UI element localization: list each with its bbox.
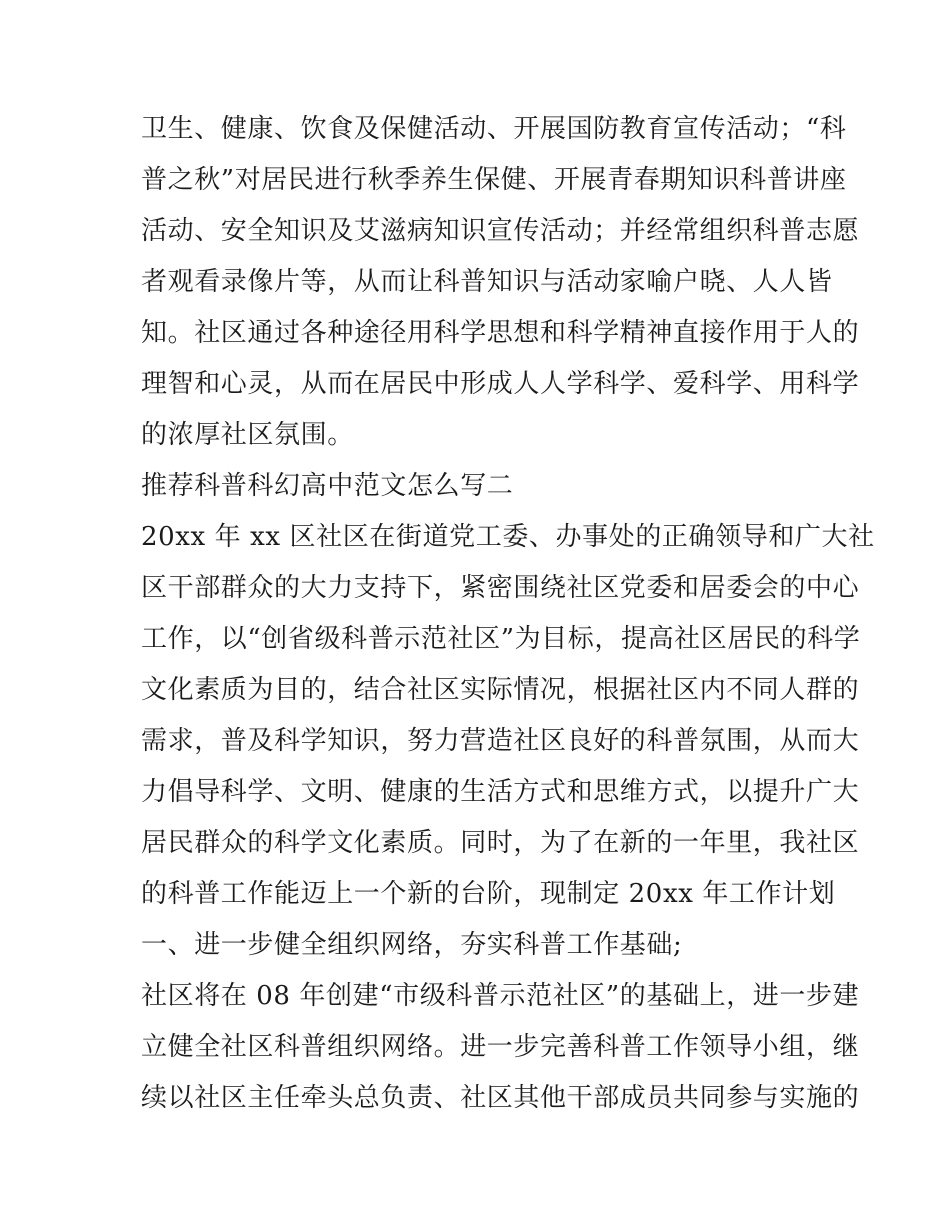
text-line: 力倡导科学、文明、健康的生活方式和思维方式，以提升广大 xyxy=(141,777,860,807)
text-line: 文化素质为目的，结合社区实际情况，根据社区内不同人群的 xyxy=(141,675,860,705)
subheading-line: 一、进一步健全组织网络，夯实科普工作基础; xyxy=(141,930,683,960)
text-line: 区干部群众的大力支持下，紧密围绕社区党委和居委会的中心 xyxy=(141,573,860,603)
text-line: 活动、安全知识及艾滋病知识宣传活动；并经常组织科普志愿 xyxy=(141,216,860,246)
text-line: 续以社区主任牵头总负责、社区其他干部成员共同参与实施的 xyxy=(141,1083,860,1113)
text-line: 者观看录像片等，从而让科普知识与活动家喻户晓、人人皆 xyxy=(141,267,833,297)
text-line: 居民群众的科学文化素质。同时，为了在新的一年里，我社区 xyxy=(141,828,860,858)
text-line: 社区将在 08 年创建“市级科普示范社区”的基础上，进一步建 xyxy=(141,981,860,1011)
text-line: 20xx 年 xx 区社区在街道党工委、办事处的正确领导和广大社 xyxy=(141,522,875,552)
text-line: 的科普工作能迈上一个新的台阶，现制定 20xx 年工作计划 xyxy=(141,879,836,909)
text-line: 需求，普及科学知识，努力营造社区良好的科普氛围，从而大 xyxy=(141,726,860,756)
text-line: 知。社区通过各种途径用科学思想和科学精神直接作用于人的 xyxy=(141,318,860,348)
text-line: 工作，以“创省级科普示范社区”为目标，提高社区居民的科学 xyxy=(141,624,861,654)
text-line: 理智和心灵，从而在居民中形成人人学科学、爱科学、用科学 xyxy=(141,369,860,399)
text-line: 卫生、健康、饮食及保健活动、开展国防教育宣传活动；“科 xyxy=(141,114,847,144)
text-line: 普之秋”对居民进行秋季养生保健、开展青春期知识科普讲座 xyxy=(141,165,847,195)
section-heading: 推荐科普科幻高中范文怎么写二 xyxy=(141,471,514,501)
text-line: 立健全社区科普组织网络。进一步完善科普工作领导小组，继 xyxy=(141,1032,860,1062)
text-line: 的浓厚社区氛围。 xyxy=(141,420,354,450)
